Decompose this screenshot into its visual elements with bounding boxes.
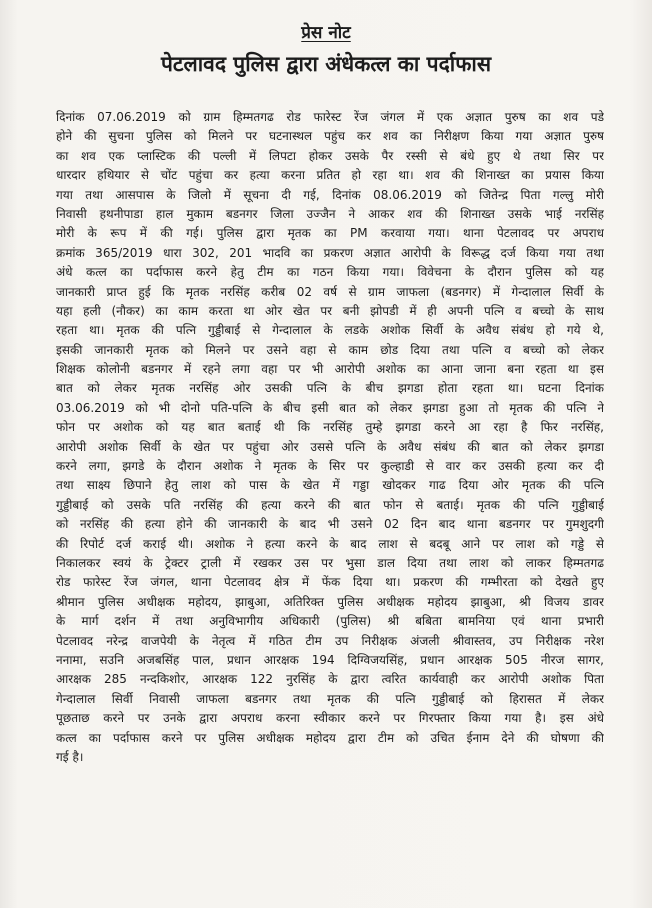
body-line: के मार्ग दर्शन में तथा अनुविभागीय अधिकारी (पुलिस) श्री बबिता बामनिया एवं थाना प्रभारी: [56, 614, 604, 629]
body-line: दिनांक 07.06.2019 को ग्राम हिम्मतगढ रोड फारेस्ट रेंज जंगल में एक अज्ञात पुरुष का शव पडे: [56, 110, 604, 124]
body-line: रोड फारेस्ट रेंज जंगल, थाना पेटलावद क्षेत्र में फेंक दिया था। प्रकरण की गम्भीरता को देखते हुए: [56, 575, 604, 590]
body-line: पूछताछ करने पर उनके द्वारा अपराध करना स्वीकार करने पर गिरफ्तार किया गया है। इस अंधे: [56, 711, 604, 726]
body-line: आरक्षक 285 नन्दकिशोर, आरक्षक 122 नुरसिंह के द्वारा त्वरित कार्यवाही कर आरोपी अशोक पिता: [56, 672, 604, 687]
body-line: अंधे कत्ल का पर्दाफास करने हेतु टीम का गठन किया गया। विवेचना के दौरान पुलिस को यह: [56, 265, 604, 280]
body-line: पेटलावद नरेन्द्र वाजपेयी के नेतृत्व में गठित टीम उप निरीक्षक अंजली श्रीवास्तव, उप निरीक्षक नरेश: [56, 633, 604, 648]
body-line: फोन पर अशोक को यह बात बताई थी कि नरसिंह तुम्हे झगडा करने आ रहा है फिर नरसिंह,: [56, 420, 604, 435]
body-line: गुड्डीबाई को उसके पति नरसिंह की हत्या करने की बात फोन से बताई। मृतक की पत्नि गुड्डीबाई: [56, 497, 604, 512]
body-line: निवासी हथनीपाडा हाल मुकाम बडनगर जिला उज्जैन ने आकर शव की शिनाख्त उसके भाई नरसिंह: [56, 206, 604, 221]
body-line: गया तथा आसपास के जिलो में सूचना दी गई, दिनांक 08.06.2019 को जितेन्द्र पिता गल्लु मोरी: [56, 187, 604, 202]
body-line: शिक्षक कोलोनी बडनगर में रहने लगा वहा पर भी आरोपी अशोक का आना जाना बना रहता था इस: [56, 362, 604, 377]
body-line: करने लगा, झगडे के दौरान अशोक ने मृतक के सिर पर कुल्हाडी से वार कर उसकी हत्या कर दी: [56, 459, 604, 474]
body-line: कत्ल का पर्दाफास करने पर पुलिस अधीक्षक महोदय द्वारा टीम को उचित ईनाम देने की घोषणा की: [56, 730, 604, 745]
body-line: रहता था। मृतक की पत्नि गुड्डीबाई से गेन्दालाल के लडके अशोक सिर्वी के अवैध संबंध हो गये थे,: [56, 323, 604, 338]
body-line: होने की सुचना पुलिस को मिलने पर घटनास्थल पहुंच कर शव का निरीक्षण किया गया अज्ञात पुरुष: [56, 129, 604, 144]
body-line: आरोपी अशोक सिर्वी के खेत पर पहुंचा ओर उससे पत्नि के अवैध संबंध की बात को लेकर झगडा: [56, 439, 604, 454]
body-line: मोरी के रूप में की गई। पुलिस द्वारा मृतक का PM करवाया गया। थाना पेटलावद पर अपराध: [56, 226, 604, 241]
body-line: की रिपोर्ट दर्ज कराई थी। अशोक ने हत्या करने के बाद लाश से बदबू आने पर लाश को गड्डे से: [56, 536, 604, 551]
body-line: को नरसिंह की हत्या होने की जानकारी के बाद भी उसने 02 दिन बाद थाना बडनगर पर गुमशुदगी: [56, 517, 604, 532]
press-note-body: [56, 108, 604, 767]
body-line: बात को लेकर मृतक नरसिंह ओर उसकी पत्नि के बीच झगडा होता रहता था। घटना दिनांक: [56, 381, 604, 396]
body-line: गेन्दालाल सिर्वी निवासी जाफला बडनगर तथा मृतक की पत्नि गुड्डीबाई को हिरासत में लेकर: [56, 691, 604, 706]
body-line: तथा साक्ष्य छिपाने हेतु लाश को पास के खेत में गड्डा खोदकर गाढ दिया ओर मृतक की पत्नि: [56, 478, 604, 493]
body-line: धारदार हथियार से चोंट पहुंचा कर हत्या करना प्रतित हो रहा था। शव की शिनाख्त का प्रयास किया: [56, 168, 604, 183]
document-title: पेटलावद पुलिस द्वारा अंधेकत्ल का पर्दाफास: [160, 52, 492, 76]
body-line: जानकारी प्राप्त हुई कि मृतक नरसिंह करीब 02 वर्ष से ग्राम जाफला (बडनगर) में गेन्दालाल सिर्वी के: [56, 284, 604, 299]
body-line: गई है।: [56, 749, 84, 764]
body-line: श्रीमान पुलिस अधीक्षक महोदय, झाबुआ, अतिरिक्त पुलिस अधीक्षक महोदय झाबुआ, श्री विजय डावर: [56, 594, 604, 609]
body-line: क्रमांक 365/2019 धारा 302, 201 भादवि का प्रकरण अज्ञात आरोपी के विरूद्ध दर्ज किया गया तथा: [56, 245, 604, 260]
body-line: इसकी जानकारी मृतक को मिलने पर उसने वहा से काम छोड दिया तथा पत्नि व बच्चो को लेकर: [56, 342, 604, 357]
body-line: निकालकर स्वयं के ट्रेक्टर ट्राली में रखकर उस पर भुसा डाल दिया तथा लाश को लाकर हिम्मतगढ: [56, 555, 604, 570]
body-line: यहा हली (नौकर) का काम करता था ओर खेत पर बनी झोपडी में ही अपनी पत्नि व बच्चो के साथ: [56, 303, 604, 318]
body-line: 03.06.2019 को भी दोनो पति-पत्नि के बीच इसी बात को लेकर झगडा हुआ तो मृतक की पत्नि ने: [56, 400, 604, 415]
body-line: ननामा, सउनि अजबसिंह पाल, प्रधान आरक्षक 194 दिग्विजयसिंह, प्रधान आरक्षक 505 नीरज सागर,: [56, 652, 604, 667]
body-line: का शव एक प्लास्टिक की पल्ली में लिपटा होकर उसके पैर रस्सी से बंधे हुए थे तथा सिर पर: [56, 148, 604, 163]
press-note-heading: प्रेस नोट: [301, 23, 351, 43]
